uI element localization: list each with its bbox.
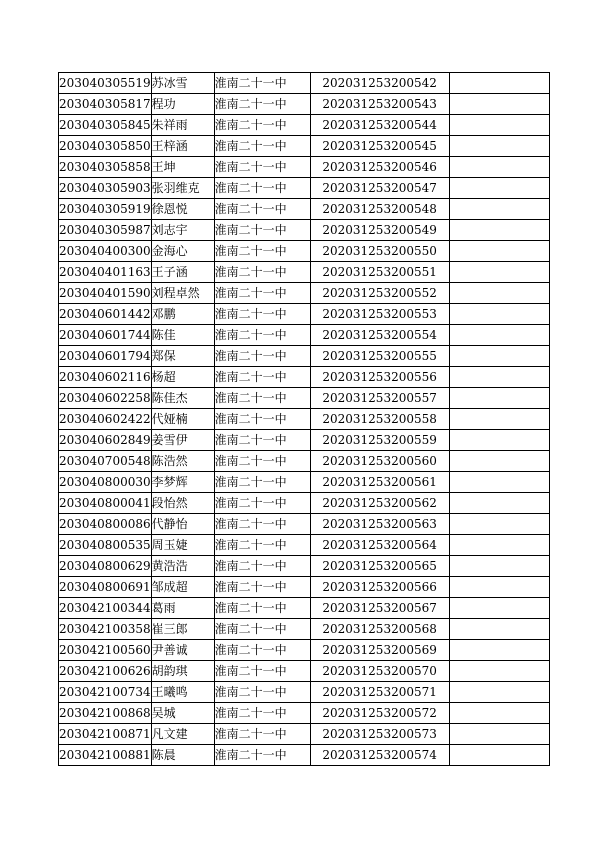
table-row: [59, 388, 550, 409]
student-name-cell: 邓鹏: [151, 304, 214, 325]
student-name-cell: 程功: [151, 94, 214, 115]
registration-number-cell: 202031253200557: [310, 388, 449, 409]
school-cell: 淮南二十一中: [214, 367, 310, 388]
note-cell: [449, 220, 549, 241]
registration-number-cell: 202031253200570: [310, 661, 449, 682]
note-cell: [449, 325, 549, 346]
student-name-cell: 杨超: [151, 367, 214, 388]
exam-id-cell: 203040602849: [59, 430, 152, 451]
registration-number-cell: 202031253200549: [310, 220, 449, 241]
note-cell: [449, 199, 549, 220]
table-row: [59, 346, 550, 367]
exam-id-cell: 203040800030: [59, 472, 152, 493]
student-name-cell: 刘程卓然: [151, 283, 214, 304]
exam-id-cell: 203040700548: [59, 451, 152, 472]
school-cell: 淮南二十一中: [214, 178, 310, 199]
student-name-cell: 姜雪伊: [151, 430, 214, 451]
school-cell: 淮南二十一中: [214, 346, 310, 367]
table-row: [59, 472, 550, 493]
table-row: [59, 493, 550, 514]
student-name-cell: 郑保: [151, 346, 214, 367]
exam-id-cell: 203040601794: [59, 346, 152, 367]
exam-id-cell: 203040601744: [59, 325, 152, 346]
note-cell: [449, 598, 549, 619]
note-cell: [449, 178, 549, 199]
table-row: [59, 262, 550, 283]
school-cell: 淮南二十一中: [214, 115, 310, 136]
note-cell: [449, 73, 549, 94]
student-name-cell: 徐恩悦: [151, 199, 214, 220]
student-name-cell: 张羽维克: [151, 178, 214, 199]
student-name-cell: 陈佳: [151, 325, 214, 346]
school-cell: 淮南二十一中: [214, 262, 310, 283]
registration-number-cell: 202031253200566: [310, 577, 449, 598]
student-name-cell: 王坤: [151, 157, 214, 178]
table-body: [59, 73, 550, 766]
school-cell: 淮南二十一中: [214, 535, 310, 556]
school-cell: 淮南二十一中: [214, 94, 310, 115]
student-name-cell: 陈佳杰: [151, 388, 214, 409]
registration-number-cell: 202031253200559: [310, 430, 449, 451]
exam-id-cell: 203042100560: [59, 640, 152, 661]
registration-number-cell: 202031253200554: [310, 325, 449, 346]
student-name-cell: 段怡然: [151, 493, 214, 514]
registration-number-cell: 202031253200550: [310, 241, 449, 262]
school-cell: 淮南二十一中: [214, 682, 310, 703]
exam-id-cell: 203040602422: [59, 409, 152, 430]
exam-id-cell: 203040305858: [59, 157, 152, 178]
exam-id-cell: 203040305903: [59, 178, 152, 199]
exam-id-cell: 203040601442: [59, 304, 152, 325]
exam-id-cell: 203042100626: [59, 661, 152, 682]
school-cell: 淮南二十一中: [214, 157, 310, 178]
school-cell: 淮南二十一中: [214, 325, 310, 346]
registration-number-cell: 202031253200563: [310, 514, 449, 535]
registration-number-cell: 202031253200561: [310, 472, 449, 493]
note-cell: [449, 304, 549, 325]
table-row: [59, 178, 550, 199]
registration-number-cell: 202031253200571: [310, 682, 449, 703]
registration-number-cell: 202031253200573: [310, 724, 449, 745]
note-cell: [449, 157, 549, 178]
note-cell: [449, 724, 549, 745]
note-cell: [449, 346, 549, 367]
student-name-cell: 王曦鸣: [151, 682, 214, 703]
table-row: [59, 577, 550, 598]
exam-id-cell: 203042100734: [59, 682, 152, 703]
note-cell: [449, 283, 549, 304]
note-cell: [449, 493, 549, 514]
student-name-cell: 黄浩浩: [151, 556, 214, 577]
student-name-cell: 李梦辉: [151, 472, 214, 493]
table-row: [59, 283, 550, 304]
registration-number-cell: 202031253200562: [310, 493, 449, 514]
student-name-cell: 王子涵: [151, 262, 214, 283]
registration-number-cell: 202031253200567: [310, 598, 449, 619]
note-cell: [449, 241, 549, 262]
registration-number-cell: 202031253200558: [310, 409, 449, 430]
school-cell: 淮南二十一中: [214, 598, 310, 619]
school-cell: 淮南二十一中: [214, 577, 310, 598]
school-cell: 淮南二十一中: [214, 241, 310, 262]
exam-id-cell: 203040800691: [59, 577, 152, 598]
registration-number-cell: 202031253200565: [310, 556, 449, 577]
registration-number-cell: 202031253200548: [310, 199, 449, 220]
school-cell: 淮南二十一中: [214, 199, 310, 220]
note-cell: [449, 745, 549, 766]
exam-id-cell: 203040305519: [59, 73, 152, 94]
school-cell: 淮南二十一中: [214, 472, 310, 493]
school-cell: 淮南二十一中: [214, 514, 310, 535]
table-row: [59, 703, 550, 724]
exam-id-cell: 203040305850: [59, 136, 152, 157]
exam-id-cell: 203042100344: [59, 598, 152, 619]
school-cell: 淮南二十一中: [214, 409, 310, 430]
table-row: [59, 115, 550, 136]
school-cell: 淮南二十一中: [214, 640, 310, 661]
school-cell: 淮南二十一中: [214, 703, 310, 724]
exam-id-cell: 203040305987: [59, 220, 152, 241]
note-cell: [449, 94, 549, 115]
registration-number-cell: 202031253200544: [310, 115, 449, 136]
registration-number-cell: 202031253200542: [310, 73, 449, 94]
table-row: [59, 661, 550, 682]
exam-id-cell: 203040305919: [59, 199, 152, 220]
note-cell: [449, 619, 549, 640]
student-name-cell: 周玉婕: [151, 535, 214, 556]
student-name-cell: 王梓涵: [151, 136, 214, 157]
school-cell: 淮南二十一中: [214, 745, 310, 766]
note-cell: [449, 451, 549, 472]
table-row: [59, 73, 550, 94]
student-name-cell: 邹成超: [151, 577, 214, 598]
school-cell: 淮南二十一中: [214, 451, 310, 472]
registration-number-cell: 202031253200551: [310, 262, 449, 283]
school-cell: 淮南二十一中: [214, 619, 310, 640]
table-row: [59, 199, 550, 220]
student-name-cell: 胡韵琪: [151, 661, 214, 682]
note-cell: [449, 556, 549, 577]
student-name-cell: 金海心: [151, 241, 214, 262]
school-cell: 淮南二十一中: [214, 388, 310, 409]
table-row: [59, 451, 550, 472]
exam-id-cell: 203040401590: [59, 283, 152, 304]
student-name-cell: 苏冰雪: [151, 73, 214, 94]
exam-id-cell: 203040800086: [59, 514, 152, 535]
student-name-cell: 刘志宇: [151, 220, 214, 241]
registration-number-cell: 202031253200556: [310, 367, 449, 388]
note-cell: [449, 640, 549, 661]
table-row: [59, 535, 550, 556]
registration-number-cell: 202031253200572: [310, 703, 449, 724]
school-cell: 淮南二十一中: [214, 283, 310, 304]
note-cell: [449, 682, 549, 703]
student-name-cell: 陈浩然: [151, 451, 214, 472]
table-row: [59, 598, 550, 619]
table-row: [59, 367, 550, 388]
school-cell: 淮南二十一中: [214, 724, 310, 745]
student-name-cell: 尹善诚: [151, 640, 214, 661]
note-cell: [449, 472, 549, 493]
table-row: [59, 220, 550, 241]
registration-number-cell: 202031253200574: [310, 745, 449, 766]
registration-number-cell: 202031253200547: [310, 178, 449, 199]
table-row: [59, 745, 550, 766]
registration-number-cell: 202031253200569: [310, 640, 449, 661]
student-name-cell: 凡文建: [151, 724, 214, 745]
student-name-cell: 代静怡: [151, 514, 214, 535]
exam-id-cell: 203040400300: [59, 241, 152, 262]
table-row: [59, 640, 550, 661]
exam-id-cell: 203042100871: [59, 724, 152, 745]
registration-number-cell: 202031253200546: [310, 157, 449, 178]
table-row: [59, 304, 550, 325]
note-cell: [449, 115, 549, 136]
note-cell: [449, 388, 549, 409]
exam-id-cell: 203042100868: [59, 703, 152, 724]
note-cell: [449, 703, 549, 724]
school-cell: 淮南二十一中: [214, 430, 310, 451]
note-cell: [449, 136, 549, 157]
school-cell: 淮南二十一中: [214, 556, 310, 577]
note-cell: [449, 514, 549, 535]
registration-number-cell: 202031253200545: [310, 136, 449, 157]
note-cell: [449, 409, 549, 430]
note-cell: [449, 262, 549, 283]
table-row: [59, 430, 550, 451]
note-cell: [449, 430, 549, 451]
student-name-cell: 陈晨: [151, 745, 214, 766]
exam-id-cell: 203040305817: [59, 94, 152, 115]
registration-number-cell: 202031253200553: [310, 304, 449, 325]
registration-number-cell: 202031253200564: [310, 535, 449, 556]
note-cell: [449, 577, 549, 598]
table-row: [59, 556, 550, 577]
student-name-cell: 吴城: [151, 703, 214, 724]
exam-id-cell: 203040800629: [59, 556, 152, 577]
registration-number-cell: 202031253200543: [310, 94, 449, 115]
exam-id-cell: 203040800041: [59, 493, 152, 514]
school-cell: 淮南二十一中: [214, 73, 310, 94]
table-row: [59, 325, 550, 346]
exam-id-cell: 203040602116: [59, 367, 152, 388]
school-cell: 淮南二十一中: [214, 661, 310, 682]
student-name-cell: 葛雨: [151, 598, 214, 619]
table-row: [59, 241, 550, 262]
table-row: [59, 94, 550, 115]
note-cell: [449, 661, 549, 682]
table-row: [59, 619, 550, 640]
table-row: [59, 136, 550, 157]
student-name-cell: 崔三郎: [151, 619, 214, 640]
school-cell: 淮南二十一中: [214, 136, 310, 157]
table-row: [59, 409, 550, 430]
exam-id-cell: 203040401163: [59, 262, 152, 283]
registration-number-cell: 202031253200568: [310, 619, 449, 640]
exam-id-cell: 203042100358: [59, 619, 152, 640]
registration-number-cell: 202031253200552: [310, 283, 449, 304]
registration-number-cell: 202031253200555: [310, 346, 449, 367]
exam-id-cell: 203040800535: [59, 535, 152, 556]
student-name-cell: 代娅楠: [151, 409, 214, 430]
student-table: [58, 72, 550, 766]
table-row: [59, 514, 550, 535]
registration-number-cell: 202031253200560: [310, 451, 449, 472]
school-cell: 淮南二十一中: [214, 220, 310, 241]
table-row: [59, 724, 550, 745]
exam-id-cell: 203040602258: [59, 388, 152, 409]
note-cell: [449, 367, 549, 388]
school-cell: 淮南二十一中: [214, 493, 310, 514]
exam-id-cell: 203040305845: [59, 115, 152, 136]
table-row: [59, 682, 550, 703]
school-cell: 淮南二十一中: [214, 304, 310, 325]
student-name-cell: 朱祥雨: [151, 115, 214, 136]
table-row: [59, 157, 550, 178]
exam-id-cell: 203042100881: [59, 745, 152, 766]
note-cell: [449, 535, 549, 556]
